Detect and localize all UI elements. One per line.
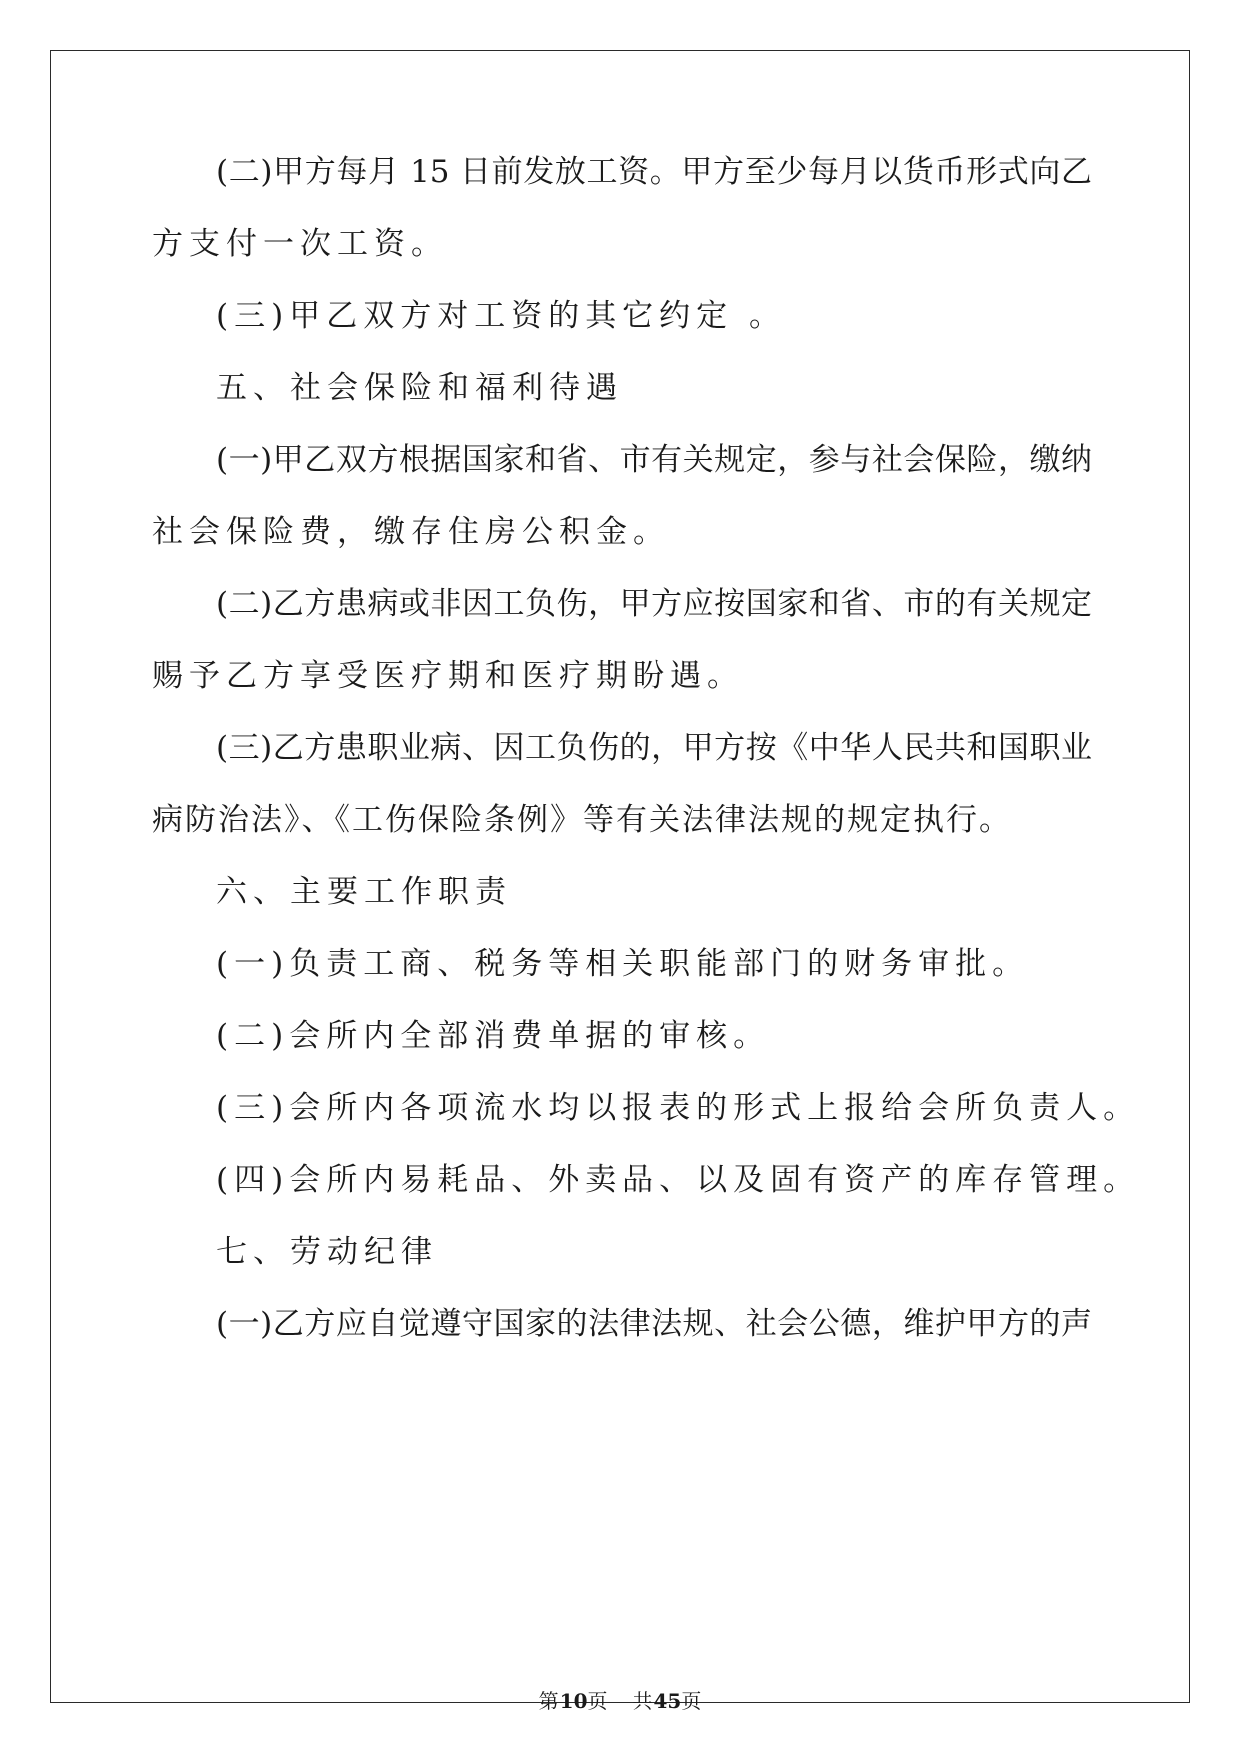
footer-page-suffix: 页 xyxy=(587,1689,609,1713)
paragraph-line: (三)乙方患职业病、因工负伤的，甲方按《中华人民共和国职业 xyxy=(216,730,1092,766)
paragraph-line: 方支付一次工资。 xyxy=(152,226,448,262)
total-pages: 45 xyxy=(653,1689,682,1713)
paragraph-line: 赐予乙方享受医疗期和医疗期盼遇。 xyxy=(152,658,744,694)
paragraph-line: (二)乙方患病或非因工负伤，甲方应按国家和省、市的有关规定 xyxy=(216,586,1092,622)
section-heading: 七、劳动纪律 xyxy=(216,1234,438,1270)
footer-total-suffix: 页 xyxy=(681,1689,703,1713)
paragraph-line: 社会保险费，缴存住房公积金。 xyxy=(152,514,670,550)
paragraph-line: (四)会所内易耗品、外卖品、以及固有资产的库存管理。 xyxy=(216,1162,1141,1198)
footer-total-prefix: 共 xyxy=(632,1689,654,1713)
paragraph-line: 病防治法》、《工伤保险条例》等有关法律法规的规定执行。 xyxy=(152,802,1012,838)
paragraph-line: (三)甲乙双方对工资的其它约定 。 xyxy=(216,298,787,334)
page-footer xyxy=(0,1687,1241,1715)
section-heading: 六、主要工作职责 xyxy=(216,874,512,910)
paragraph-line: (一)乙方应自觉遵守国家的法律法规、社会公德，维护甲方的声 xyxy=(216,1306,1092,1342)
paragraph-line: (一)甲乙双方根据国家和省、市有关规定，参与社会保险，缴纳 xyxy=(216,442,1092,478)
paragraph-line: (二)甲方每月 15 日前发放工资。甲方至少每月以货币形式向乙 xyxy=(216,154,1092,190)
section-heading: 五、社会保险和福利待遇 xyxy=(216,370,623,406)
footer-prefix: 第 xyxy=(538,1689,560,1713)
page-number: 10 xyxy=(559,1689,588,1713)
paragraph-line: (三)会所内各项流水均以报表的形式上报给会所负责人。 xyxy=(216,1090,1141,1126)
paragraph-line: (一)负责工商、税务等相关职能部门的财务审批。 xyxy=(216,946,1030,982)
paragraph-line: (二)会所内全部消费单据的审核。 xyxy=(216,1018,771,1054)
